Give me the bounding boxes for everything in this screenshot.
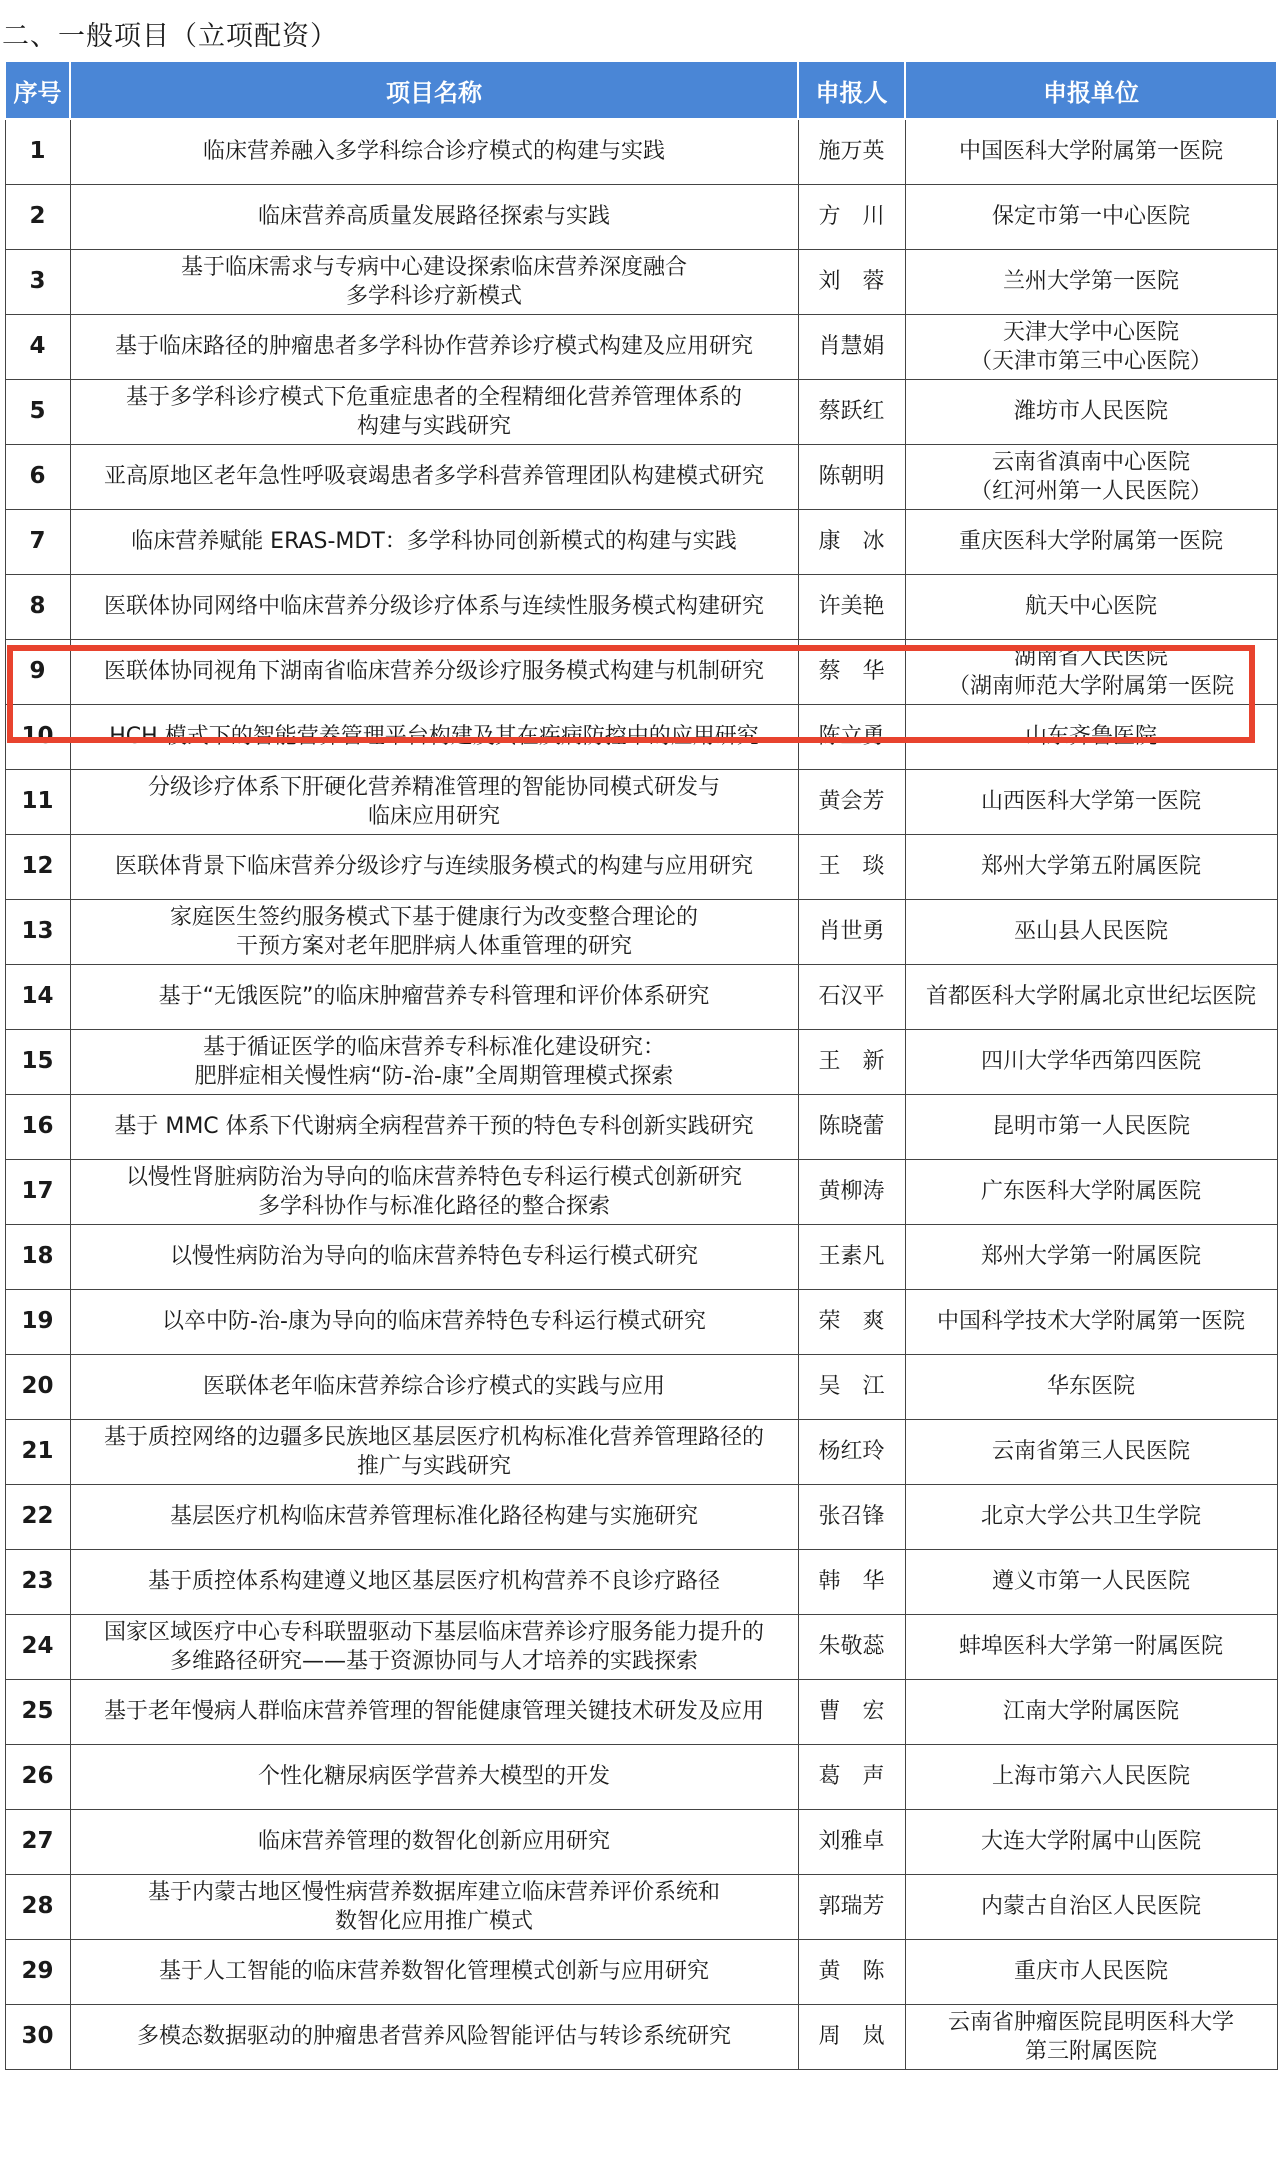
table-row	[5, 1679, 1277, 1744]
cell-project-name	[70, 1484, 798, 1549]
cell-project-name	[70, 314, 798, 379]
table-row	[5, 314, 1277, 379]
project-name-line: 基于循证医学的临床营养专科标准化建设研究：	[202, 1034, 665, 1060]
table-row	[5, 1159, 1277, 1224]
table-row	[5, 964, 1277, 1029]
unit-line: 蚌埠医科大学第一附属医院	[958, 1634, 1223, 1659]
unit-line: 江南大学附属医院	[1002, 1699, 1179, 1724]
cell-applicant: 王素凡	[798, 1224, 905, 1289]
cell-applicant: 陈朝明	[798, 444, 905, 509]
project-name-line: 医联体协同网络中临床营养分级诊疗体系与连续性服务模式构建研究	[103, 594, 764, 619]
cell-applicant: 刘 蓉	[798, 249, 905, 314]
unit-line: 郑州大学第五附属医院	[980, 854, 1201, 879]
cell-unit	[905, 1224, 1277, 1289]
project-name-line: 构建与实践研究	[356, 413, 511, 439]
project-table	[4, 60, 1278, 2070]
cell-project-name	[70, 964, 798, 1029]
cell-seq: 29	[5, 1939, 70, 2004]
project-name-line: 分级诊疗体系下肝硬化营养精准管理的智能协同模式研发与	[147, 774, 720, 800]
project-name-line: 家庭医生签约服务模式下基于健康行为改变整合理论的	[169, 904, 698, 930]
cell-unit	[905, 444, 1277, 509]
cell-unit	[905, 249, 1277, 314]
table-row	[5, 249, 1277, 314]
project-name-line: 临床营养赋能 ERAS-MDT：多学科协同创新模式的构建与实践	[131, 529, 737, 554]
unit-line: 华东医院	[1046, 1374, 1135, 1399]
table-row	[5, 119, 1277, 184]
cell-unit	[905, 1809, 1277, 1874]
cell-applicant: 曹 宏	[798, 1679, 905, 1744]
table-row	[5, 834, 1277, 899]
cell-project-name	[70, 639, 798, 704]
unit-line: 北京大学公共卫生学院	[980, 1504, 1201, 1529]
unit-line: 第三附属医院	[1024, 2038, 1157, 2064]
cell-seq: 13	[5, 899, 70, 964]
cell-unit	[905, 1419, 1277, 1484]
header-seq: 序号	[5, 61, 70, 119]
project-name-line: 以慢性肾脏病防治为导向的临床营养特色专科运行模式创新研究	[125, 1164, 742, 1190]
unit-line: 遵义市第一人民医院	[991, 1569, 1190, 1594]
cell-unit	[905, 119, 1277, 184]
cell-applicant: 陈立勇	[798, 704, 905, 769]
unit-line: 昆明市第一人民医院	[991, 1114, 1190, 1139]
table-row	[5, 1874, 1277, 1939]
table-row	[5, 444, 1277, 509]
cell-project-name	[70, 769, 798, 834]
project-name-line: 多学科诊疗新模式	[345, 283, 522, 309]
cell-project-name	[70, 574, 798, 639]
cell-project-name	[70, 2004, 798, 2069]
unit-line: 云南省第三人民医院	[991, 1439, 1190, 1464]
cell-unit	[905, 1939, 1277, 2004]
project-name-line: 临床应用研究	[367, 803, 500, 829]
cell-applicant: 许美艳	[798, 574, 905, 639]
cell-applicant: 王 琰	[798, 834, 905, 899]
cell-applicant: 韩 华	[798, 1549, 905, 1614]
project-name-line: 基于质控网络的边疆多民族地区基层医疗机构标准化营养管理路径的	[103, 1424, 764, 1450]
table-row	[5, 1224, 1277, 1289]
cell-seq: 24	[5, 1614, 70, 1679]
cell-seq: 6	[5, 444, 70, 509]
cell-applicant: 张召锋	[798, 1484, 905, 1549]
project-name-line: 以卒中防-治-康为导向的临床营养特色专科运行模式研究	[162, 1309, 706, 1334]
cell-unit	[905, 1484, 1277, 1549]
cell-unit	[905, 574, 1277, 639]
cell-unit	[905, 509, 1277, 574]
cell-unit	[905, 2004, 1277, 2069]
unit-line: 上海市第六人民医院	[991, 1764, 1190, 1789]
cell-unit	[905, 834, 1277, 899]
project-name-line: 基于老年慢病人群临床营养管理的智能健康管理关键技术研发及应用	[103, 1699, 764, 1724]
table-row	[5, 769, 1277, 834]
unit-line: 大连大学附属中山医院	[980, 1829, 1201, 1854]
unit-line: （天津市第三中心医院）	[969, 348, 1212, 374]
unit-line: 山东齐鲁医院	[1024, 724, 1157, 749]
cell-applicant: 荣 爽	[798, 1289, 905, 1354]
cell-seq: 23	[5, 1549, 70, 1614]
project-name-line: 医联体背景下临床营养分级诊疗与连续服务模式的构建与应用研究	[114, 854, 753, 879]
header-unit: 申报单位	[905, 61, 1277, 119]
cell-seq: 11	[5, 769, 70, 834]
project-name-line: 推广与实践研究	[356, 1453, 511, 1479]
table-row	[5, 1354, 1277, 1419]
project-name-line: 基于多学科诊疗模式下危重症患者的全程精细化营养管理体系的	[125, 384, 742, 410]
cell-unit	[905, 769, 1277, 834]
project-name-line: 亚高原地区老年急性呼吸衰竭患者多学科营养管理团队构建模式研究	[103, 464, 764, 489]
cell-seq: 16	[5, 1094, 70, 1159]
cell-unit	[905, 1289, 1277, 1354]
cell-unit	[905, 314, 1277, 379]
project-name-line: 临床营养管理的数智化创新应用研究	[257, 1829, 610, 1854]
cell-seq: 4	[5, 314, 70, 379]
cell-unit	[905, 1354, 1277, 1419]
cell-applicant: 陈晓蕾	[798, 1094, 905, 1159]
unit-line: 保定市第一中心医院	[991, 204, 1190, 229]
unit-line: 首都医科大学附属北京世纪坛医院	[925, 984, 1256, 1009]
cell-applicant: 杨红玲	[798, 1419, 905, 1484]
table-row	[5, 639, 1277, 704]
project-name-line: 国家区域医疗中心专科联盟驱动下基层临床营养诊疗服务能力提升的	[103, 1619, 764, 1645]
cell-seq: 15	[5, 1029, 70, 1094]
unit-line: 重庆医科大学附属第一医院	[958, 529, 1223, 554]
cell-project-name	[70, 1289, 798, 1354]
cell-applicant: 朱敬蕊	[798, 1614, 905, 1679]
cell-applicant: 葛 声	[798, 1744, 905, 1809]
project-name-line: 基于质控体系构建遵义地区基层医疗机构营养不良诊疗路径	[147, 1569, 720, 1594]
cell-unit	[905, 964, 1277, 1029]
cell-seq: 22	[5, 1484, 70, 1549]
table-row	[5, 509, 1277, 574]
cell-seq: 2	[5, 184, 70, 249]
cell-seq: 26	[5, 1744, 70, 1809]
cell-applicant: 吴 江	[798, 1354, 905, 1419]
cell-seq: 10	[5, 704, 70, 769]
project-name-line: 以慢性病防治为导向的临床营养特色专科运行模式研究	[169, 1244, 698, 1269]
project-name-line: 基于人工智能的临床营养数智化管理模式创新与应用研究	[158, 1959, 709, 1984]
cell-unit	[905, 1094, 1277, 1159]
cell-project-name	[70, 1549, 798, 1614]
cell-applicant: 施万英	[798, 119, 905, 184]
cell-applicant: 蔡跃红	[798, 379, 905, 444]
cell-unit	[905, 1679, 1277, 1744]
cell-seq: 19	[5, 1289, 70, 1354]
table-row	[5, 1744, 1277, 1809]
table-row	[5, 1029, 1277, 1094]
cell-project-name	[70, 1354, 798, 1419]
cell-seq: 12	[5, 834, 70, 899]
cell-project-name	[70, 1744, 798, 1809]
project-name-line: 基于临床需求与专病中心建设探索临床营养深度融合	[180, 254, 687, 280]
cell-unit	[905, 184, 1277, 249]
project-name-line: 多模态数据驱动的肿瘤患者营养风险智能评估与转诊系统研究	[136, 2024, 731, 2049]
cell-project-name	[70, 1224, 798, 1289]
unit-line: （红河州第一人民医院）	[969, 478, 1212, 504]
cell-seq: 25	[5, 1679, 70, 1744]
table-row	[5, 2004, 1277, 2069]
cell-seq: 7	[5, 509, 70, 574]
cell-project-name	[70, 1874, 798, 1939]
project-name-line: 基于“无饿医院”的临床肿瘤营养专科管理和评价体系研究	[158, 984, 710, 1009]
cell-project-name	[70, 1419, 798, 1484]
cell-unit	[905, 899, 1277, 964]
table-row	[5, 379, 1277, 444]
project-name-line: 医联体协同视角下湖南省临床营养分级诊疗服务模式构建与机制研究	[103, 659, 764, 684]
cell-applicant: 肖慧娟	[798, 314, 905, 379]
project-name-line: 基于临床路径的肿瘤患者多学科协作营养诊疗模式构建及应用研究	[114, 334, 753, 359]
cell-applicant: 黄 陈	[798, 1939, 905, 2004]
unit-line: 内蒙古自治区人民医院	[980, 1894, 1201, 1919]
unit-line: 中国医科大学附属第一医院	[958, 139, 1223, 165]
table-row	[5, 1289, 1277, 1354]
unit-line: 郑州大学第一附属医院	[980, 1244, 1201, 1269]
cell-project-name	[70, 1679, 798, 1744]
unit-line: 潍坊市人民医院	[1013, 399, 1168, 424]
project-name-line: 干预方案对老年肥胖病人体重管理的研究	[235, 933, 632, 959]
cell-seq: 8	[5, 574, 70, 639]
unit-line: 航天中心医院	[1024, 594, 1157, 619]
cell-seq: 30	[5, 2004, 70, 2069]
cell-project-name	[70, 704, 798, 769]
cell-unit	[905, 1874, 1277, 1939]
cell-seq: 18	[5, 1224, 70, 1289]
unit-line: 云南省滇南中心医院	[991, 449, 1190, 475]
unit-line: 云南省肿瘤医院昆明医科大学	[947, 2009, 1234, 2035]
cell-unit	[905, 1614, 1277, 1679]
cell-project-name	[70, 1094, 798, 1159]
cell-unit	[905, 639, 1277, 704]
cell-applicant: 石汉平	[798, 964, 905, 1029]
unit-line: 兰州大学第一医院	[1002, 269, 1179, 294]
cell-applicant: 周 岚	[798, 2004, 905, 2069]
table-row	[5, 1419, 1277, 1484]
cell-seq: 20	[5, 1354, 70, 1419]
cell-applicant: 康 冰	[798, 509, 905, 574]
cell-unit	[905, 1744, 1277, 1809]
project-name-line: HCH 模式下的智能营养管理平台构建及其在疾病防控中的应用研究	[109, 724, 759, 749]
section-title: 二、一般项目（立项配资）	[2, 21, 338, 52]
cell-project-name	[70, 184, 798, 249]
cell-project-name	[70, 119, 798, 184]
cell-unit	[905, 1029, 1277, 1094]
project-name-line: 临床营养高质量发展路径探索与实践	[257, 204, 610, 229]
unit-line: 重庆市人民医院	[1013, 1959, 1168, 1984]
table-row	[5, 1809, 1277, 1874]
unit-line: 巫山县人民医院	[1013, 919, 1168, 944]
unit-line: 湖南省人民医院	[1013, 644, 1168, 670]
cell-seq: 14	[5, 964, 70, 1029]
unit-line: 山西医科大学第一医院	[980, 789, 1201, 814]
unit-line: 四川大学华西第四医院	[980, 1049, 1201, 1074]
table-row	[5, 1614, 1277, 1679]
cell-project-name	[70, 1939, 798, 2004]
cell-project-name	[70, 444, 798, 509]
cell-applicant: 郭瑞芳	[798, 1874, 905, 1939]
cell-seq: 21	[5, 1419, 70, 1484]
table-row	[5, 1094, 1277, 1159]
cell-applicant: 蔡 华	[798, 639, 905, 704]
cell-applicant: 刘雅卓	[798, 1809, 905, 1874]
project-name-line: 医联体老年临床营养综合诊疗模式的实践与应用	[202, 1374, 665, 1399]
cell-applicant: 肖世勇	[798, 899, 905, 964]
table-row	[5, 1549, 1277, 1614]
cell-applicant: 王 新	[798, 1029, 905, 1094]
table-row	[5, 704, 1277, 769]
cell-seq: 3	[5, 249, 70, 314]
cell-seq: 17	[5, 1159, 70, 1224]
project-name-line: 多学科协作与标准化路径的整合探索	[257, 1193, 610, 1219]
cell-project-name	[70, 1159, 798, 1224]
cell-project-name	[70, 899, 798, 964]
table-header-row	[5, 61, 1277, 119]
cell-applicant: 方 川	[798, 184, 905, 249]
cell-unit	[905, 1549, 1277, 1614]
project-name-line: 多维路径研究——基于资源协同与人才培养的实践探索	[169, 1648, 698, 1674]
cell-applicant: 黄柳涛	[798, 1159, 905, 1224]
header-applicant: 申报人	[798, 61, 905, 119]
unit-line: 广东医科大学附属医院	[980, 1179, 1201, 1204]
cell-project-name	[70, 1614, 798, 1679]
cell-unit	[905, 1159, 1277, 1224]
project-name-line: 数智化应用推广模式	[334, 1908, 533, 1934]
table-row	[5, 574, 1277, 639]
project-name-line: 基层医疗机构临床营养管理标准化路径构建与实施研究	[169, 1504, 698, 1529]
cell-unit	[905, 379, 1277, 444]
cell-seq: 1	[5, 119, 70, 184]
project-name-line: 肥胖症相关慢性病“防-治-康”全周期管理模式探索	[194, 1063, 674, 1089]
cell-project-name	[70, 834, 798, 899]
cell-project-name	[70, 249, 798, 314]
unit-line: （湖南师范大学附属第一医院	[947, 673, 1234, 699]
header-project-name: 项目名称	[70, 61, 798, 119]
unit-line: 中国科学技术大学附属第一医院	[936, 1309, 1245, 1334]
cell-project-name	[70, 379, 798, 444]
cell-project-name	[70, 1029, 798, 1094]
project-name-line: 个性化糖尿病医学营养大模型的开发	[257, 1764, 610, 1789]
project-name-line: 基于 MMC 体系下代谢病全病程营养干预的特色专科创新实践研究	[114, 1114, 754, 1139]
project-name-line: 临床营养融入多学科综合诊疗模式的构建与实践	[202, 139, 665, 165]
cell-seq: 28	[5, 1874, 70, 1939]
cell-seq: 9	[5, 639, 70, 704]
table-row	[5, 1484, 1277, 1549]
cell-applicant: 黄会芳	[798, 769, 905, 834]
cell-seq: 5	[5, 379, 70, 444]
table-body	[5, 119, 1277, 2069]
unit-line: 天津大学中心医院	[1002, 319, 1179, 345]
table-row	[5, 184, 1277, 249]
project-name-line: 基于内蒙古地区慢性病营养数据库建立临床营养评价系统和	[147, 1879, 720, 1905]
table-row	[5, 899, 1277, 964]
cell-unit	[905, 704, 1277, 769]
cell-project-name	[70, 509, 798, 574]
cell-project-name	[70, 1809, 798, 1874]
cell-seq: 27	[5, 1809, 70, 1874]
table-row	[5, 1939, 1277, 2004]
